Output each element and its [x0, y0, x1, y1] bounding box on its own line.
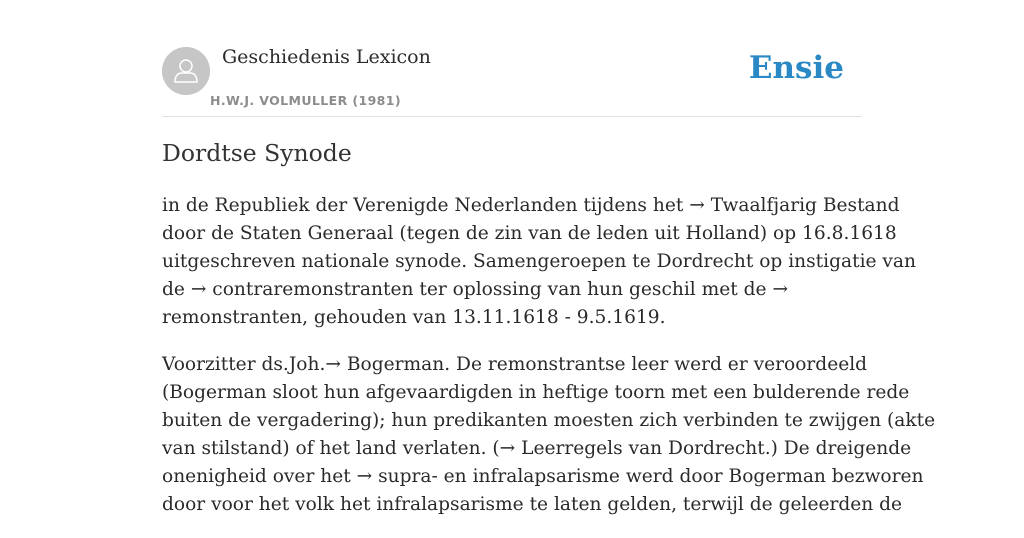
- text-line: door de Staten Generaal (tegen de zin van de leden uit Holland) op 16.8.1618: [162, 223, 897, 244]
- text-line: de → contraremonstranten ter oplossing van hun geschil met de →: [162, 279, 789, 300]
- article-title: Dordtse Synode: [162, 139, 352, 167]
- article-body: [162, 192, 936, 538]
- text-line: van stilstand) of het land verlaten. (→ Leerregels van Dordrecht.) De dreigende: [162, 438, 912, 459]
- paragraph-1: [162, 192, 916, 332]
- text-line: remonstranten, gehouden van 13.11.1618 - 9.5.1619.: [162, 307, 666, 328]
- paragraph-2: [162, 351, 936, 519]
- page-container: [162, 0, 936, 515]
- text-line: buiten de vergadering); hun predikanten moesten zich verbinden te zwijgen (akte: [162, 410, 936, 431]
- author-link[interactable]: H.W.J. VOLMULLER (1981): [210, 93, 401, 108]
- book-title-link[interactable]: Geschiedenis Lexicon: [222, 46, 431, 68]
- text-line: door voor het volk het infralapsarisme te laten gelden, terwijl de geleerden de: [162, 494, 903, 515]
- user-avatar-icon[interactable]: [162, 47, 210, 95]
- text-line: (Bogerman sloot hun afgevaardigden in heftige toorn met een bulderende rede: [162, 382, 910, 403]
- text-line: in de Republiek der Verenigde Nederlanden tijdens het → Twaalfjarig Bestand: [162, 195, 900, 216]
- text-line: uitgeschreven nationale synode. Samengeroepen te Dordrecht op instigatie van: [162, 251, 916, 272]
- text-line: Voorzitter ds.Joh.→ Bogerman. De remonstrantse leer werd er veroordeeld: [162, 354, 868, 375]
- book-header: [162, 0, 862, 117]
- ensie-logo[interactable]: Ensie: [748, 50, 844, 86]
- text-line: onenigheid over het → supra- en infralapsarisme werd door Bogerman bezworen: [162, 466, 924, 487]
